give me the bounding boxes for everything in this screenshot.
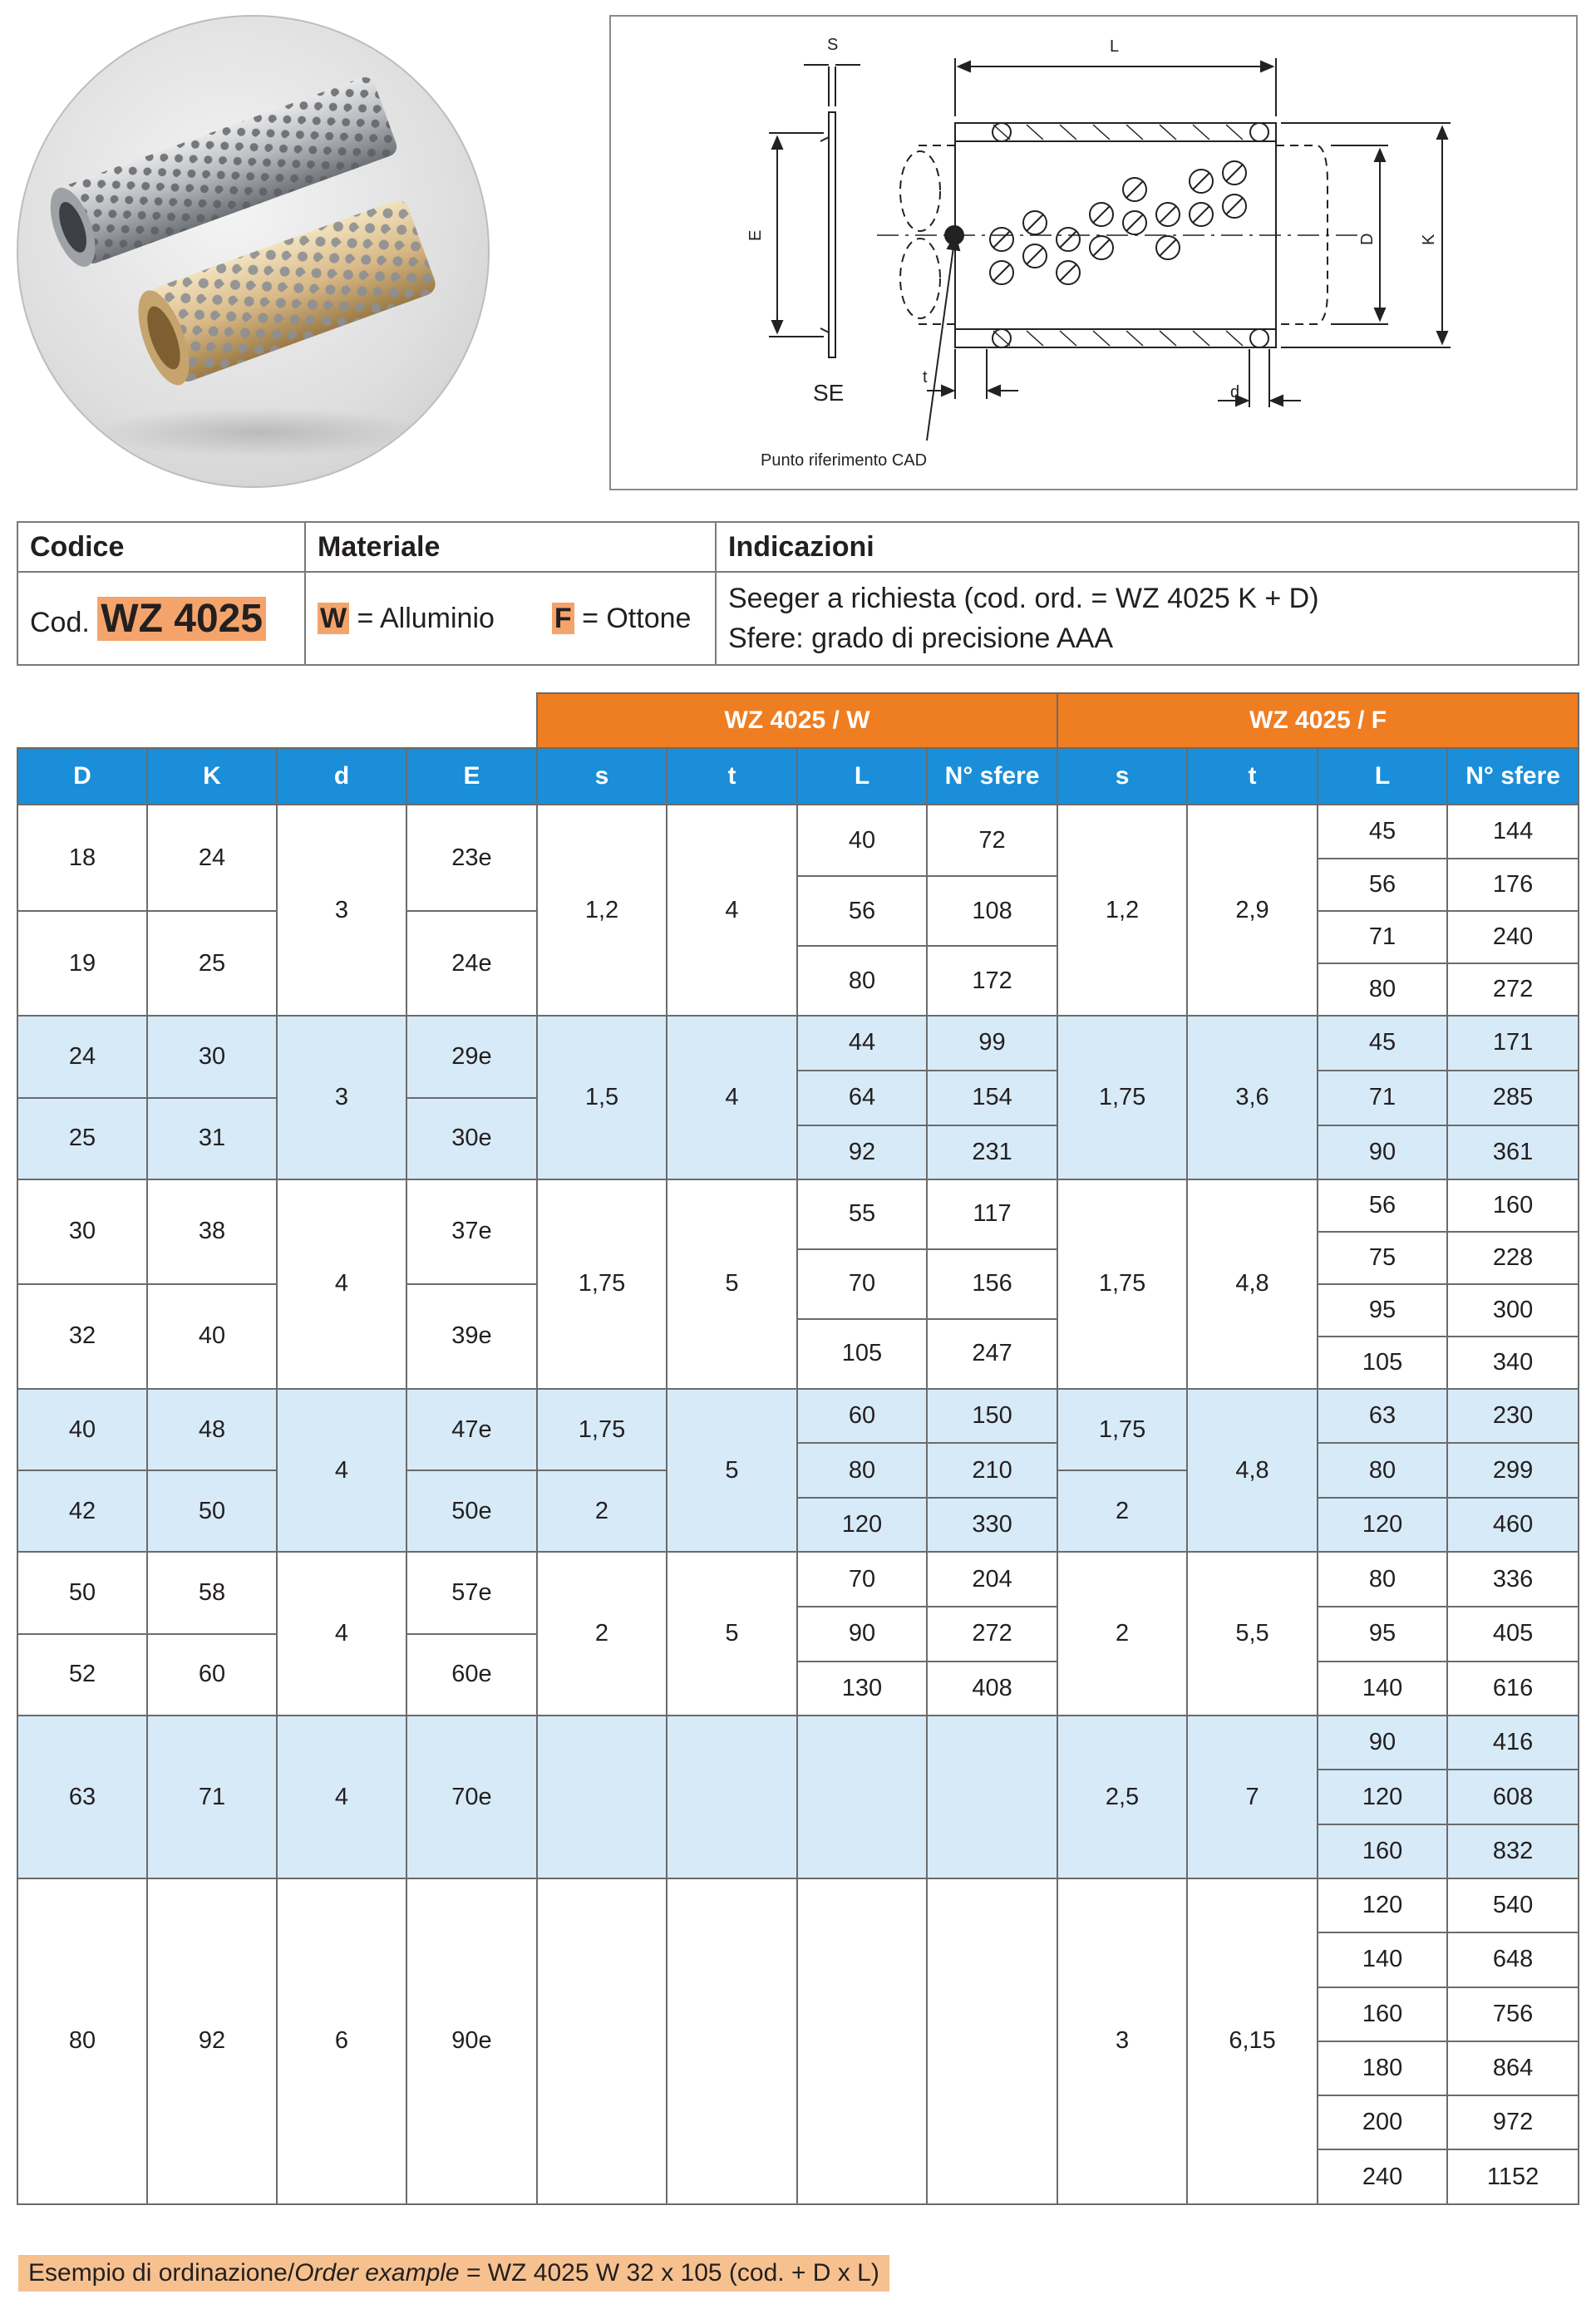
order-example-text: = WZ 4025 W 32 x 105 (cod. + D x L) [459,2259,879,2287]
cell-f-balls: 864 [1447,2041,1579,2095]
cell-w-L: 64 [797,1071,927,1125]
group-blank [17,693,537,748]
cell-f-s: 1,75 [1057,1389,1187,1470]
cell-E: 29e [406,1016,537,1097]
cell-D: 32 [17,1284,147,1389]
group-header-w: WZ 4025 / W [537,693,1057,748]
cell-f-s: 1,75 [1057,1016,1187,1179]
cell-f-balls: 648 [1447,1932,1579,1986]
label-SE: SE [813,380,845,406]
cell-f-t: 5,5 [1187,1552,1318,1716]
cell-K: 25 [147,911,277,1016]
cell-f-L: 71 [1318,911,1447,963]
cell-f-L: 80 [1318,963,1447,1016]
cell-w-t: 5 [667,1389,797,1553]
cell-w-s: 1,75 [537,1179,667,1389]
cell-f-L: 180 [1318,2041,1447,2095]
cell-f-balls: 272 [1447,963,1579,1016]
col-f-s: s [1057,748,1187,805]
cell-E: 70e [406,1716,537,1878]
cell-f-t: 3,6 [1187,1016,1318,1179]
cell-f-L: 45 [1318,1016,1447,1070]
cell-w-L-empty [797,1878,927,2204]
cell-w-s: 1,5 [537,1016,667,1179]
cell-f-balls: 300 [1447,1284,1579,1337]
cell-f-balls: 361 [1447,1125,1579,1179]
product-photo [17,15,490,488]
cell-f-balls: 230 [1447,1389,1579,1443]
cell-w-s: 2 [537,1470,667,1552]
cell-K: 50 [147,1470,277,1552]
cell-w-L: 80 [797,1443,927,1498]
cell-w-L: 40 [797,805,927,876]
cell-f-balls: 616 [1447,1662,1579,1716]
indication-balls: Sfere: grado di precisione AAA [728,623,1114,654]
col-w-t: t [667,748,797,805]
label-D: D [1358,233,1377,245]
cell-f-L: 90 [1318,1125,1447,1179]
cell-f-s: 2 [1057,1552,1187,1716]
cell-D: 18 [17,805,147,911]
label-E: E [746,229,765,241]
material-cell [305,572,716,665]
col-d: d [277,748,406,805]
cell-K: 40 [147,1284,277,1389]
cell-E: 37e [406,1179,537,1284]
cell-w-balls-empty [927,1716,1057,1878]
cell-f-t: 4,8 [1187,1389,1318,1553]
cell-f-s: 1,75 [1057,1179,1187,1389]
cell-d: 4 [277,1716,406,1878]
label-d: d [1230,383,1240,401]
cell-f-balls: 336 [1447,1552,1579,1606]
col-w-balls: N° sfere [927,748,1057,805]
cell-K: 71 [147,1716,277,1878]
cell-f-L: 160 [1318,1987,1447,2041]
cell-w-balls: 108 [927,876,1057,946]
label-K: K [1420,234,1438,245]
cell-K: 58 [147,1552,277,1633]
cell-E: 57e [406,1552,537,1633]
cell-w-t-empty [667,1716,797,1878]
cell-w-balls-empty [927,1878,1057,2204]
cell-w-L: 130 [797,1662,927,1716]
cell-f-L: 63 [1318,1389,1447,1443]
indication-seeger: Seeger a richiesta (cod. ord. = WZ 4025 K + D) [728,583,1319,614]
cell-w-t: 5 [667,1179,797,1389]
cell-f-balls: 340 [1447,1337,1579,1389]
cell-f-balls: 832 [1447,1824,1579,1878]
product-code: WZ 4025 [97,597,266,641]
cell-w-L: 120 [797,1498,927,1552]
cell-f-L: 120 [1318,1770,1447,1824]
material-w-letter: W [318,603,349,634]
cell-d: 4 [277,1389,406,1553]
col-w-s: s [537,748,667,805]
cell-w-L: 105 [797,1319,927,1389]
cell-f-L: 56 [1318,859,1447,911]
cell-f-balls: 972 [1447,2095,1579,2149]
cell-d: 4 [277,1179,406,1389]
cell-f-L: 80 [1318,1552,1447,1606]
cell-w-balls: 247 [927,1319,1057,1389]
cell-f-balls: 160 [1447,1179,1579,1232]
cell-K: 24 [147,805,277,911]
cell-w-t: 4 [667,805,797,1016]
cell-w-balls: 117 [927,1179,1057,1249]
cell-w-balls: 330 [927,1498,1057,1552]
cell-w-L: 56 [797,876,927,946]
cell-d: 6 [277,1878,406,2204]
cell-E: 90e [406,1878,537,2204]
cell-w-balls: 156 [927,1249,1057,1319]
cell-f-balls: 608 [1447,1770,1579,1824]
cell-f-L: 90 [1318,1716,1447,1770]
cell-f-balls: 285 [1447,1071,1579,1125]
cell-w-s: 1,75 [537,1389,667,1470]
col-w-L: L [797,748,927,805]
cell-f-L: 71 [1318,1071,1447,1125]
material-w-text: = Alluminio [357,602,495,634]
cell-D: 40 [17,1389,147,1470]
cell-f-balls: 171 [1447,1016,1579,1070]
col-E: E [406,748,537,805]
order-example [18,2255,889,2292]
cell-w-t-empty [667,1878,797,2204]
cell-f-s: 2 [1057,1470,1187,1552]
cell-D: 63 [17,1716,147,1878]
cell-w-t: 4 [667,1016,797,1179]
cell-w-s-empty [537,1716,667,1878]
cell-w-balls: 204 [927,1552,1057,1606]
cell-f-L: 120 [1318,1498,1447,1552]
cell-f-L: 200 [1318,2095,1447,2149]
cell-f-balls: 299 [1447,1443,1579,1498]
cell-w-balls: 72 [927,805,1057,876]
cell-w-s: 1,2 [537,805,667,1016]
cell-f-balls: 405 [1447,1607,1579,1662]
cell-w-s-empty [537,1878,667,2204]
cell-d: 3 [277,805,406,1016]
photo-shadow [93,407,426,457]
order-example-lead: Esempio di ordinazione/ [28,2259,295,2287]
cell-f-L: 160 [1318,1824,1447,1878]
cell-f-balls: 756 [1447,1987,1579,2041]
col-f-balls: N° sfere [1447,748,1579,805]
cell-w-L: 80 [797,946,927,1016]
cell-f-L: 140 [1318,1932,1447,1986]
cell-f-L: 240 [1318,2149,1447,2203]
cell-w-balls: 172 [927,946,1057,1016]
cell-K: 38 [147,1179,277,1284]
col-D: D [17,748,147,805]
cell-f-t: 6,15 [1187,1878,1318,2204]
cell-f-L: 95 [1318,1607,1447,1662]
col-f-L: L [1318,748,1447,805]
cell-w-balls: 210 [927,1443,1057,1498]
cell-D: 19 [17,911,147,1016]
cell-E: 24e [406,911,537,1016]
cell-w-balls: 154 [927,1071,1057,1125]
cell-E: 30e [406,1098,537,1179]
cell-E: 60e [406,1634,537,1716]
group-header-f: WZ 4025 / F [1057,693,1579,748]
cell-w-L: 92 [797,1125,927,1179]
material-f-text: = Ottone [582,602,692,634]
cell-f-s: 2,5 [1057,1716,1187,1878]
cell-d: 4 [277,1552,406,1716]
cell-f-balls: 176 [1447,859,1579,911]
cell-f-t: 7 [1187,1716,1318,1878]
code-cell [17,572,305,665]
cell-w-balls: 272 [927,1607,1057,1662]
cell-f-t: 4,8 [1187,1179,1318,1389]
cell-w-L: 70 [797,1552,927,1606]
cell-w-balls: 408 [927,1662,1057,1716]
cell-K: 92 [147,1878,277,2204]
cell-D: 30 [17,1179,147,1284]
cell-w-L: 60 [797,1389,927,1443]
cell-w-L: 70 [797,1249,927,1319]
cell-K: 48 [147,1389,277,1470]
cell-w-L-empty [797,1716,927,1878]
cell-w-t: 5 [667,1552,797,1716]
cell-f-balls: 1152 [1447,2149,1579,2203]
cell-D: 25 [17,1098,147,1179]
cell-f-balls: 540 [1447,1878,1579,1932]
cell-E: 23e [406,805,537,911]
label-t: t [923,368,928,386]
drawing-svg [611,17,1576,489]
order-example-italic: Order example [294,2259,460,2287]
header-materiale: Materiale [305,522,716,572]
cell-f-L: 120 [1318,1878,1447,1932]
code-prefix: Cod. [30,606,90,638]
cell-f-balls: 416 [1447,1716,1579,1770]
info-table [17,521,1579,666]
cell-f-t: 2,9 [1187,805,1318,1016]
cell-w-L: 55 [797,1179,927,1249]
col-K: K [147,748,277,805]
cell-f-balls: 228 [1447,1232,1579,1284]
cell-D: 24 [17,1016,147,1097]
cell-f-balls: 460 [1447,1498,1579,1552]
cell-K: 60 [147,1634,277,1716]
cell-w-balls: 231 [927,1125,1057,1179]
material-f-letter: F [552,603,574,634]
cell-D: 50 [17,1552,147,1633]
col-f-t: t [1187,748,1318,805]
cell-E: 47e [406,1389,537,1470]
cell-D: 80 [17,1878,147,2204]
cell-w-balls: 99 [927,1016,1057,1070]
cell-f-L: 45 [1318,805,1447,859]
technical-drawing [609,15,1578,490]
cell-f-L: 75 [1318,1232,1447,1284]
cell-w-balls: 150 [927,1389,1057,1443]
cell-f-s: 1,2 [1057,805,1187,1016]
cell-f-L: 105 [1318,1337,1447,1389]
cell-D: 52 [17,1634,147,1716]
dimension-table [17,692,1579,2205]
cell-d: 3 [277,1016,406,1179]
cell-f-L: 56 [1318,1179,1447,1232]
cell-E: 39e [406,1284,537,1389]
cell-D: 42 [17,1470,147,1552]
label-s: S [827,36,839,54]
indications-cell [716,572,1579,665]
header-indicazioni: Indicazioni [716,522,1579,572]
cell-f-L: 95 [1318,1284,1447,1337]
cell-f-L: 80 [1318,1443,1447,1498]
cell-K: 31 [147,1098,277,1179]
cell-f-balls: 144 [1447,805,1579,859]
cell-w-L: 44 [797,1016,927,1070]
cell-f-s: 3 [1057,1878,1187,2204]
cell-K: 30 [147,1016,277,1097]
cell-w-L: 90 [797,1607,927,1662]
cell-f-L: 140 [1318,1662,1447,1716]
cell-w-s: 2 [537,1552,667,1716]
cell-E: 50e [406,1470,537,1552]
label-L: L [1110,37,1120,56]
header-codice: Codice [17,522,305,572]
label-cad-reference: Punto riferimento CAD [761,451,928,470]
cell-f-balls: 240 [1447,911,1579,963]
